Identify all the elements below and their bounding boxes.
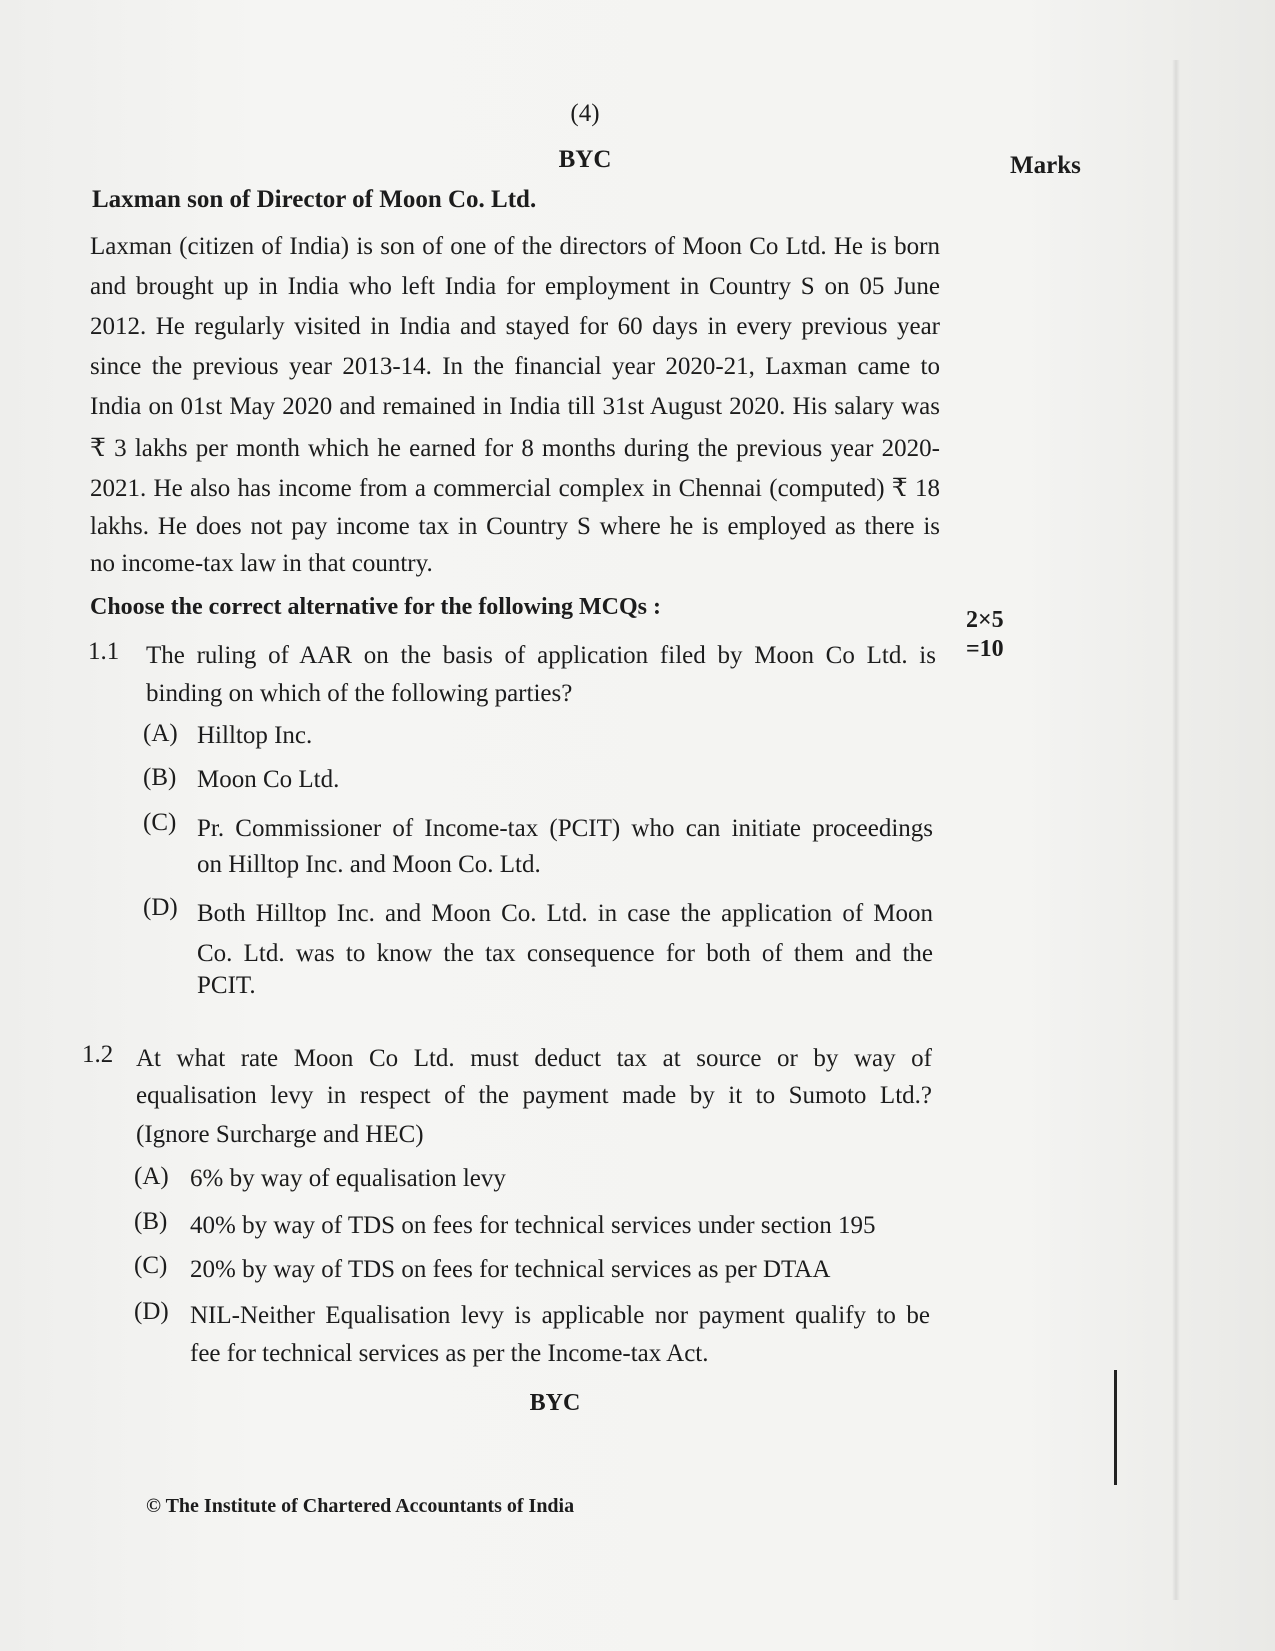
- paper-code-header: BYC: [558, 146, 612, 173]
- option-label: (C): [143, 809, 177, 836]
- question-number: 1.1: [88, 638, 120, 665]
- option-text: 20% by way of TDS on fees for technical services as per DTAA: [190, 1256, 831, 1283]
- case-text-line: and brought up in India who left India for employment in Country S on 05 June: [90, 273, 940, 300]
- option-text: 40% by way of TDS on fees for technical services under section 195: [190, 1212, 876, 1239]
- question-text-line: The ruling of AAR on the basis of application filed by Moon Co Ltd. is: [146, 642, 936, 669]
- question-text-line: binding on which of the following parties?: [146, 680, 573, 707]
- option-text: Both Hilltop Inc. and Moon Co. Ltd. in case the application of Moon: [197, 900, 933, 927]
- option-label: (B): [134, 1208, 168, 1235]
- case-text-line: 2021. He also has income from a commercial complex in Chennai (computed) ₹ 18: [90, 475, 940, 502]
- question-number: 1.2: [82, 1041, 114, 1068]
- option-label: (D): [134, 1298, 169, 1325]
- question-text-line: (Ignore Surcharge and HEC): [136, 1121, 424, 1148]
- case-text-line: ₹ 3 lakhs per month which he earned for 8 months during the previous year 2020-: [90, 435, 940, 462]
- case-text-line: no income-tax law in that country.: [90, 550, 433, 577]
- option-text: Co. Ltd. was to know the tax consequence for both of them and the: [197, 940, 933, 967]
- option-text: PCIT.: [197, 972, 256, 999]
- mcq-instruction: Choose the correct alternative for the following MCQs :: [90, 594, 661, 620]
- marks-allocation-line: =10: [966, 636, 1004, 662]
- paper-code-footer: BYC: [529, 1390, 581, 1416]
- question-text-line: equalisation levy in respect of the payment made by it to Sumoto Ltd.?: [136, 1082, 932, 1109]
- scan-edge-shadow: [1172, 60, 1180, 1600]
- case-title: Laxman son of Director of Moon Co. Ltd.: [92, 186, 537, 213]
- option-text: fee for technical services as per the Income-tax Act.: [190, 1340, 709, 1367]
- marks-allocation-line: 2×5: [966, 607, 1004, 633]
- case-text-line: India on 01st May 2020 and remained in India till 31st August 2020. His salary was: [90, 393, 940, 420]
- case-text-line: 2012. He regularly visited in India and stayed for 60 days in every previous year: [90, 313, 940, 340]
- option-label: (C): [134, 1252, 168, 1279]
- option-text: on Hilltop Inc. and Moon Co. Ltd.: [197, 851, 541, 878]
- marks-allocation: [966, 606, 1004, 664]
- option-text: Moon Co Ltd.: [197, 766, 340, 793]
- case-text-line: since the previous year 2013-14. In the financial year 2020-21, Laxman came to: [90, 353, 940, 380]
- copyright-notice: © The Institute of Chartered Accountants of India: [146, 1495, 575, 1517]
- case-text-line: lakhs. He does not pay income tax in Country S where he is employed as there is: [90, 513, 940, 540]
- option-text: Hilltop Inc.: [197, 722, 313, 749]
- option-text: Pr. Commissioner of Income-tax (PCIT) who can initiate proceedings: [197, 815, 933, 842]
- option-text: NIL-Neither Equalisation levy is applicable nor payment qualify to be: [190, 1302, 930, 1329]
- page-number: (4): [570, 100, 600, 127]
- scan-margin-line: [1114, 1370, 1117, 1485]
- option-label: (D): [143, 894, 178, 921]
- marks-column-label: Marks: [1010, 152, 1081, 179]
- question-text-line: At what rate Moon Co Ltd. must deduct tax at source or by way of: [136, 1045, 932, 1072]
- option-label: (A): [134, 1163, 169, 1190]
- case-text-line: Laxman (citizen of India) is son of one of the directors of Moon Co Ltd. He is born: [90, 233, 940, 260]
- option-label: (B): [143, 764, 177, 791]
- option-label: (A): [143, 720, 178, 747]
- option-text: 6% by way of equalisation levy: [190, 1165, 506, 1192]
